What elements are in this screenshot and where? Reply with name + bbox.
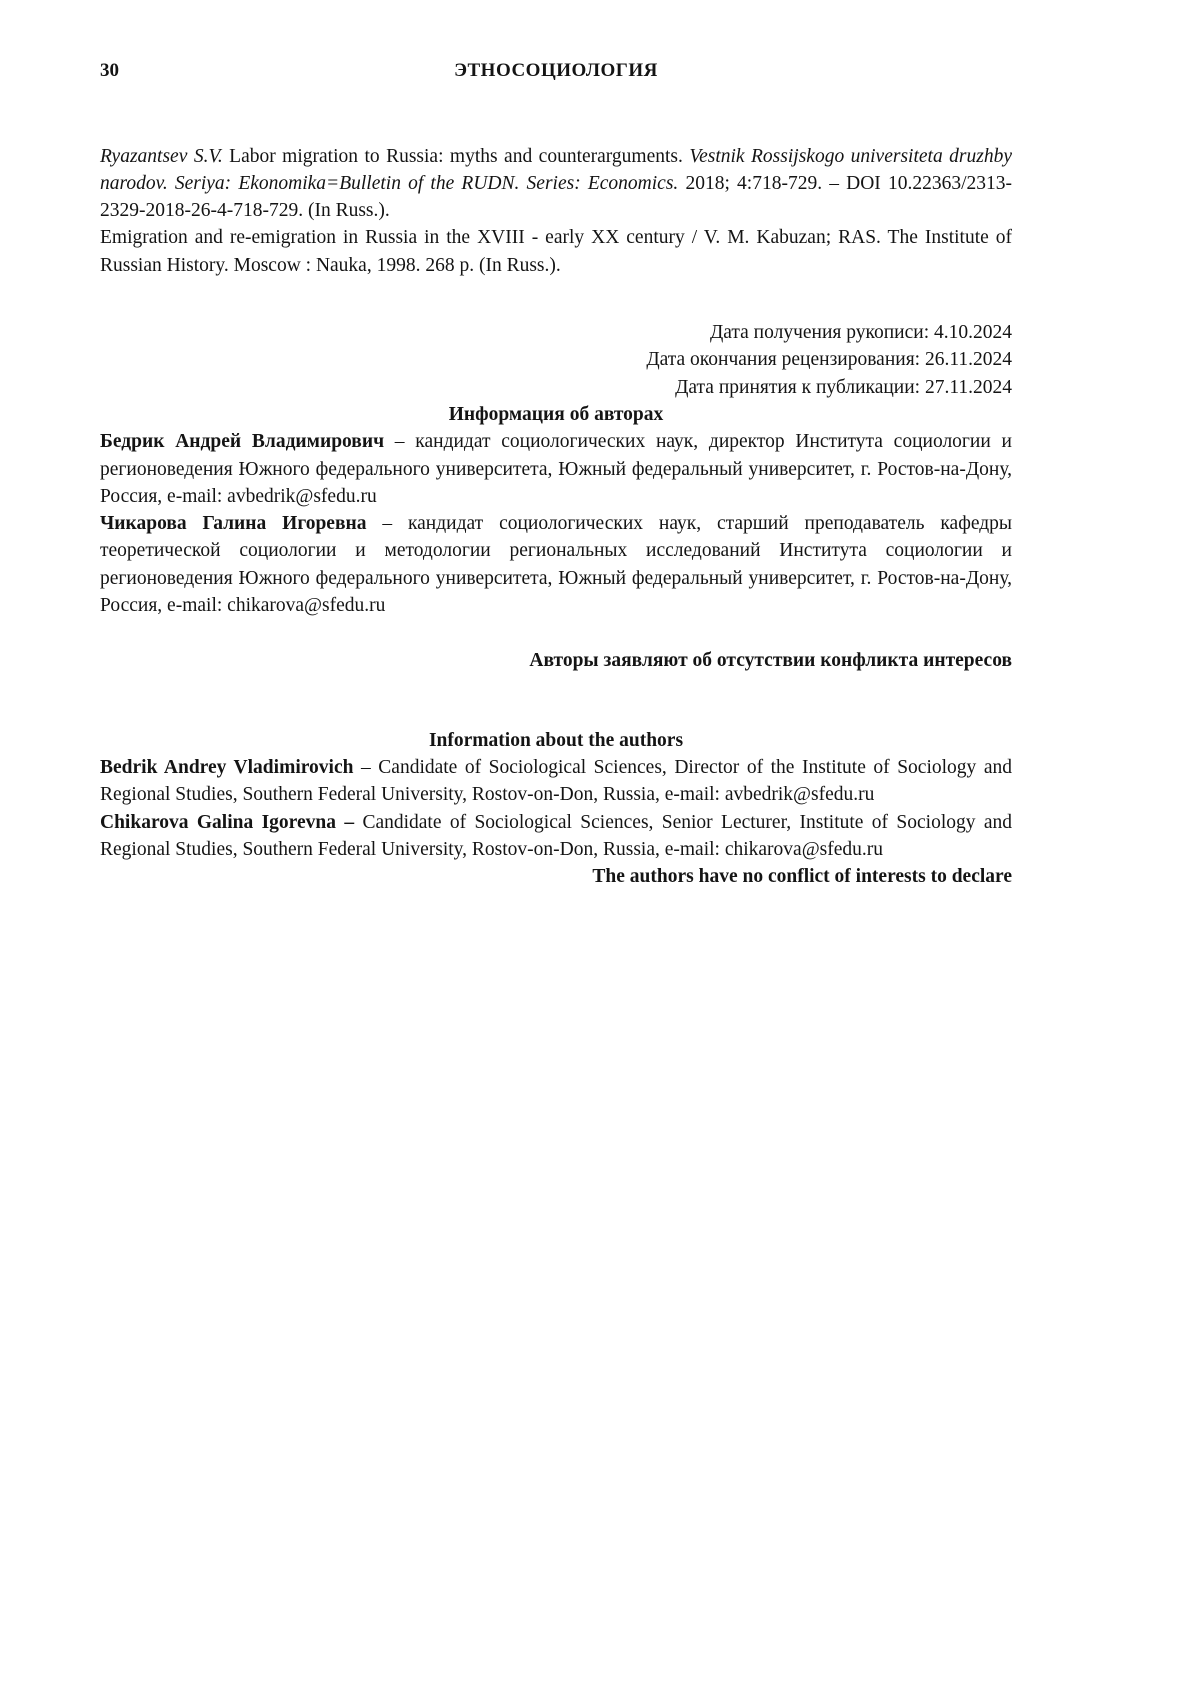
reference-1-authors: Ryazantsev S.V. xyxy=(100,145,230,167)
spacer xyxy=(100,279,1012,319)
conflict-statement-ru: Авторы заявляют об отсутствии конфликта интересов xyxy=(529,650,1012,672)
author-en-entry-1 xyxy=(100,754,1012,809)
conflict-statement-en: The authors have no conflict of interests to declare xyxy=(592,866,1012,888)
author-en-2-details: Candidate of Sociological Sciences, Senior Lecturer, Institute of Sociology and Regional Studies, Southern Federal University, Rostov-on-Don, Russia, e-mail: chikarova@sfedu.ru xyxy=(100,811,1013,860)
reference-entry-2 xyxy=(100,224,1012,279)
page-body xyxy=(100,143,1012,891)
authors-en-heading: Information about the authors xyxy=(428,729,684,751)
reference-1-title: Labor migration to Russia: myths and counterarguments. xyxy=(229,145,690,167)
author-ru-2-name: Чикарова Галина Игоревна xyxy=(100,513,367,535)
running-head: ЭТНОСОЦИОЛОГИЯ xyxy=(454,60,658,81)
date-review-finished-line: Дата окончания рецензирования: 26.11.2024 xyxy=(646,349,1012,371)
reference-1-issue-doi: 2018; 4:718-729. – DOI 10.22363/2313-2329-2018-26-4-718-729. (In Russ.). xyxy=(100,172,1012,222)
author-en-2-name: Chikarova Galina Igorevna – xyxy=(100,811,355,833)
spacer xyxy=(100,619,1012,647)
author-ru-entry-2 xyxy=(100,510,1012,619)
author-en-1-name: Bedrik Andrey Vladimirovich xyxy=(100,756,354,778)
spacer xyxy=(100,675,1012,727)
date-received-line: Дата получения рукописи: 4.10.2024 xyxy=(709,322,1012,344)
date-accepted-line: Дата принятия к публикации: 27.11.2024 xyxy=(675,376,1012,398)
author-ru-entry-1 xyxy=(100,428,1012,510)
reference-1-journal: Vestnik Rossijskogo universiteta druzhby narodov. Seriya: Ekonomika=Bulletin of the RUDN. Series: Economics. xyxy=(100,145,1012,194)
authors-ru-heading: Информация об авторах xyxy=(448,403,664,425)
author-ru-1-details: – кандидат социологических наук, директор Института социологии и регионоведения Южного федерального университета, Южный федеральный университет, г. Ростов-на-Дону, Россия, e-mail: avbedrik@sfedu.ru xyxy=(100,431,1012,507)
reference-2-text: Emigration and re-emigration in Russia in the XVIII - early XX century / V. M. Kabuzan; RAS. The Institute of Russian History. Moscow : Nauka, 1998. 268 p. (In Russ.). xyxy=(100,227,1012,276)
reference-entry-1 xyxy=(100,143,1012,225)
page-header xyxy=(100,58,1012,85)
author-ru-2-details: – кандидат социологических наук, старший преподаватель кафедры теоретической социологии и методологии региональных исследований Института социологии и регионоведения Южного федерального университета, Южный федеральный университет, г. Ростов-на-Дону, Россия, e-mail: chikarova@sfedu.ru xyxy=(100,513,1012,617)
author-ru-1-name: Бедрик Андрей Владимирович xyxy=(100,431,385,453)
author-en-1-details: – Candidate of Sociological Sciences, Director of the Institute of Sociology and Regional Studies, Southern Federal University, Rostov-on-Don, Russia, e-mail: avbedrik@sfedu.ru xyxy=(100,756,1012,806)
author-en-entry-2 xyxy=(100,809,1012,864)
page-number: 30 xyxy=(100,60,119,81)
